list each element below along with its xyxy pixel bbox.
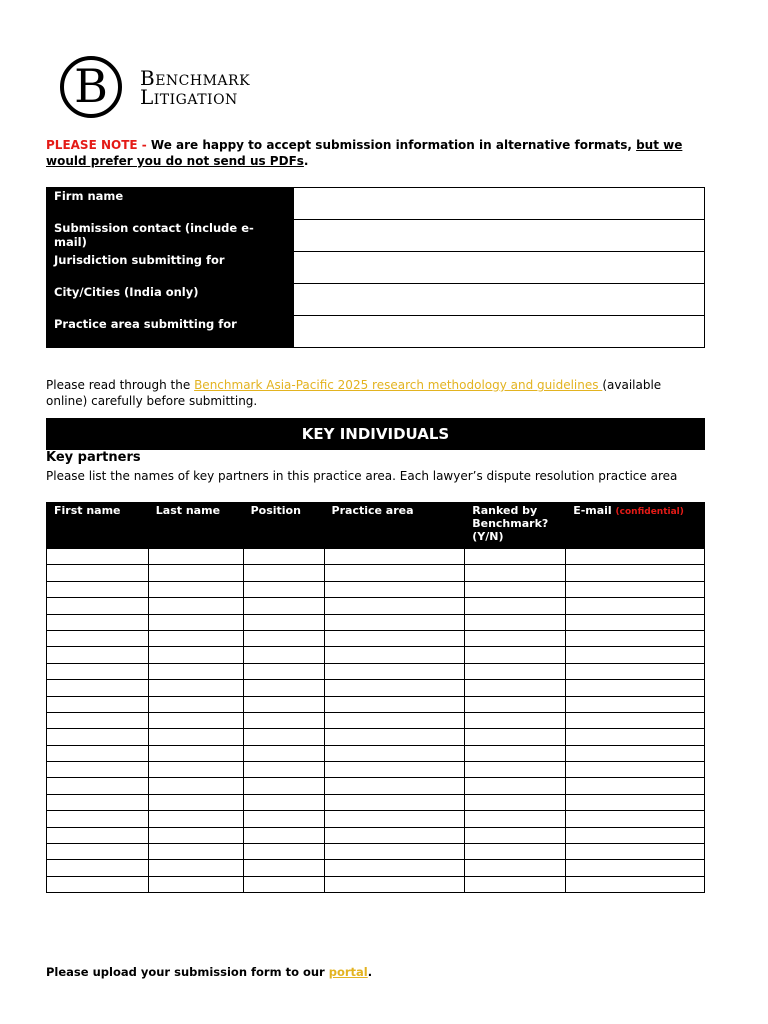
first-name-cell[interactable] (47, 663, 149, 679)
first-name-cell[interactable] (47, 712, 149, 728)
position-cell[interactable] (243, 844, 324, 860)
ranked-cell[interactable] (465, 663, 566, 679)
logo-wordmark (140, 66, 251, 109)
methodology-link[interactable]: Benchmark Asia-Pacific 2025 research methodology and guidelines (194, 378, 603, 392)
first-name-cell[interactable] (47, 860, 149, 876)
ranked-cell[interactable] (465, 860, 566, 876)
last-name-cell[interactable] (148, 745, 243, 761)
col-ranked: Ranked by Benchmark? (Y/N) (465, 503, 566, 549)
key-partners-title: Key partners (46, 450, 141, 465)
ranked-cell[interactable] (465, 712, 566, 728)
ranked-cell[interactable] (465, 729, 566, 745)
ranked-cell[interactable] (465, 581, 566, 597)
last-name-cell[interactable] (148, 876, 243, 892)
read-before: Please read through the (46, 378, 195, 392)
position-cell[interactable] (243, 581, 324, 597)
table-row (47, 663, 705, 679)
cities-field[interactable] (294, 284, 705, 316)
practice-area-cell[interactable] (324, 745, 465, 761)
practice-area-cell[interactable] (324, 614, 465, 630)
email-cell[interactable] (566, 581, 705, 597)
key-partners-description: Please list the names of key partners in this practice area. Each lawyer’s dispute resolution practice area (46, 469, 678, 483)
position-cell[interactable] (243, 549, 324, 565)
ranked-cell[interactable] (465, 598, 566, 614)
first-name-cell[interactable] (47, 598, 149, 614)
practice-area-label: Practice area submitting for (47, 316, 294, 348)
table-row (47, 729, 705, 745)
last-name-cell[interactable] (148, 598, 243, 614)
table-row (47, 712, 705, 728)
col-email-label: E-mail (573, 504, 612, 517)
firm-name-field[interactable] (294, 188, 705, 220)
jurisdiction-label: Jurisdiction submitting for (47, 252, 294, 284)
practice-area-cell[interactable] (324, 794, 465, 810)
col-practice-area: Practice area (324, 503, 465, 549)
position-cell[interactable] (243, 712, 324, 728)
email-cell[interactable] (566, 729, 705, 745)
table-row (47, 581, 705, 597)
last-name-cell[interactable] (148, 712, 243, 728)
last-name-cell[interactable] (148, 811, 243, 827)
first-name-cell[interactable] (47, 696, 149, 712)
position-cell[interactable] (243, 745, 324, 761)
last-name-cell[interactable] (148, 647, 243, 663)
position-cell[interactable] (243, 762, 324, 778)
key-individuals-banner: KEY INDIVIDUALS (46, 418, 705, 450)
last-name-cell[interactable] (148, 696, 243, 712)
practice-area-cell[interactable] (324, 680, 465, 696)
position-cell[interactable] (243, 811, 324, 827)
email-cell[interactable] (566, 712, 705, 728)
email-cell[interactable] (566, 614, 705, 630)
col-position: Position (243, 503, 324, 549)
practice-area-cell[interactable] (324, 549, 465, 565)
position-cell[interactable] (243, 598, 324, 614)
practice-area-cell[interactable] (324, 712, 465, 728)
email-cell[interactable] (566, 844, 705, 860)
last-name-cell[interactable] (148, 581, 243, 597)
submission-contact-label: Submission contact (include e-mail) (47, 220, 294, 252)
ranked-cell[interactable] (465, 778, 566, 794)
last-name-cell[interactable] (148, 614, 243, 630)
upload-text: Please upload your submission form to our (46, 965, 329, 979)
ranked-cell[interactable] (465, 680, 566, 696)
first-name-cell[interactable] (47, 844, 149, 860)
last-name-cell[interactable] (148, 794, 243, 810)
last-name-cell[interactable] (148, 860, 243, 876)
table-row (47, 794, 705, 810)
first-name-cell[interactable] (47, 827, 149, 843)
practice-area-cell[interactable] (324, 663, 465, 679)
ranked-cell[interactable] (465, 630, 566, 646)
last-name-cell[interactable] (148, 630, 243, 646)
first-name-cell[interactable] (47, 794, 149, 810)
firm-row (47, 284, 705, 316)
last-name-cell[interactable] (148, 762, 243, 778)
email-cell[interactable] (566, 647, 705, 663)
firm-row (47, 316, 705, 348)
email-cell[interactable] (566, 794, 705, 810)
methodology-instruction (46, 377, 706, 409)
email-cell[interactable] (566, 680, 705, 696)
practice-area-cell[interactable] (324, 729, 465, 745)
last-name-cell[interactable] (148, 827, 243, 843)
table-row (47, 844, 705, 860)
ranked-cell[interactable] (465, 647, 566, 663)
table-header-row (47, 503, 705, 549)
table-row (47, 762, 705, 778)
position-cell[interactable] (243, 663, 324, 679)
ranked-cell[interactable] (465, 794, 566, 810)
email-cell[interactable] (566, 811, 705, 827)
read-after: (available online) carefully before submitting. (46, 378, 662, 408)
practice-area-cell[interactable] (324, 696, 465, 712)
position-cell[interactable] (243, 860, 324, 876)
key-partners-table (46, 502, 705, 893)
firm-row (47, 188, 705, 220)
note-text: We are happy to accept submission information in alternative formats, (150, 138, 637, 152)
position-cell[interactable] (243, 614, 324, 630)
first-name-cell[interactable] (47, 876, 149, 892)
practice-area-cell[interactable] (324, 598, 465, 614)
note-prefix: PLEASE NOTE - (46, 138, 151, 152)
col-first-name: First name (47, 503, 149, 549)
ranked-cell[interactable] (465, 696, 566, 712)
first-name-cell[interactable] (47, 647, 149, 663)
ranked-cell[interactable] (465, 565, 566, 581)
col-last-name: Last name (148, 503, 243, 549)
benchmark-litigation-logo (60, 56, 340, 126)
email-cell[interactable] (566, 778, 705, 794)
logo-line-1: Benchmark (140, 66, 251, 90)
email-cell[interactable] (566, 663, 705, 679)
practice-area-cell[interactable] (324, 876, 465, 892)
ranked-cell[interactable] (465, 876, 566, 892)
table-row (47, 696, 705, 712)
logo-circle-icon (60, 56, 122, 118)
position-cell[interactable] (243, 680, 324, 696)
key-partners-rows (47, 549, 705, 893)
last-name-cell[interactable] (148, 565, 243, 581)
practice-area-cell[interactable] (324, 778, 465, 794)
note-end: . (303, 154, 309, 168)
table-row (47, 811, 705, 827)
position-cell[interactable] (243, 729, 324, 745)
first-name-cell[interactable] (47, 581, 149, 597)
please-note (46, 137, 726, 169)
ranked-cell[interactable] (465, 827, 566, 843)
table-row (47, 876, 705, 892)
practice-area-cell[interactable] (324, 827, 465, 843)
email-cell[interactable] (566, 598, 705, 614)
submission-contact-field[interactable] (294, 220, 705, 252)
practice-area-cell[interactable] (324, 581, 465, 597)
practice-area-cell[interactable] (324, 630, 465, 646)
ranked-cell[interactable] (465, 762, 566, 778)
first-name-cell[interactable] (47, 614, 149, 630)
table-row (47, 827, 705, 843)
email-cell[interactable] (566, 876, 705, 892)
last-name-cell[interactable] (148, 549, 243, 565)
email-cell[interactable] (566, 762, 705, 778)
portal-link[interactable]: portal (328, 965, 368, 979)
last-name-cell[interactable] (148, 729, 243, 745)
table-row (47, 614, 705, 630)
email-cell[interactable] (566, 565, 705, 581)
upload-end: . (367, 965, 373, 979)
last-name-cell[interactable] (148, 778, 243, 794)
last-name-cell[interactable] (148, 844, 243, 860)
practice-area-cell[interactable] (324, 647, 465, 663)
table-row (47, 860, 705, 876)
firm-name-label: Firm name (47, 188, 294, 220)
practice-area-cell[interactable] (324, 811, 465, 827)
email-cell[interactable] (566, 549, 705, 565)
table-row (47, 745, 705, 761)
position-cell[interactable] (243, 794, 324, 810)
firm-row (47, 252, 705, 284)
table-row (47, 565, 705, 581)
table-row (47, 630, 705, 646)
ranked-cell[interactable] (465, 844, 566, 860)
upload-instruction (46, 965, 372, 979)
firm-details-table (46, 187, 705, 348)
last-name-cell[interactable] (148, 680, 243, 696)
first-name-cell[interactable] (47, 680, 149, 696)
first-name-cell[interactable] (47, 745, 149, 761)
ranked-cell[interactable] (465, 614, 566, 630)
position-cell[interactable] (243, 876, 324, 892)
first-name-cell[interactable] (47, 549, 149, 565)
position-cell[interactable] (243, 827, 324, 843)
table-row (47, 598, 705, 614)
practice-area-cell[interactable] (324, 762, 465, 778)
email-cell[interactable] (566, 630, 705, 646)
note-underlined: but we would prefer you do not send us PDFs (46, 138, 683, 168)
col-email (566, 503, 705, 549)
ranked-cell[interactable] (465, 745, 566, 761)
email-cell[interactable] (566, 745, 705, 761)
first-name-cell[interactable] (47, 630, 149, 646)
table-row (47, 549, 705, 565)
practice-area-field[interactable] (294, 316, 705, 348)
first-name-cell[interactable] (47, 811, 149, 827)
first-name-cell[interactable] (47, 565, 149, 581)
practice-area-cell[interactable] (324, 860, 465, 876)
jurisdiction-field[interactable] (294, 252, 705, 284)
ranked-cell[interactable] (465, 549, 566, 565)
confidential-note: (confidential) (615, 507, 684, 517)
position-cell[interactable] (243, 630, 324, 646)
firm-row (47, 220, 705, 252)
position-cell[interactable] (243, 565, 324, 581)
email-cell[interactable] (566, 827, 705, 843)
table-row (47, 778, 705, 794)
ranked-cell[interactable] (465, 811, 566, 827)
practice-area-cell[interactable] (324, 565, 465, 581)
email-cell[interactable] (566, 860, 705, 876)
last-name-cell[interactable] (148, 663, 243, 679)
first-name-cell[interactable] (47, 778, 149, 794)
cities-label: City/Cities (India only) (47, 284, 294, 316)
position-cell[interactable] (243, 696, 324, 712)
table-row (47, 680, 705, 696)
email-cell[interactable] (566, 696, 705, 712)
position-cell[interactable] (243, 778, 324, 794)
position-cell[interactable] (243, 647, 324, 663)
logo-letter: B (74, 59, 108, 113)
logo-line-2: Litigation (140, 85, 238, 109)
first-name-cell[interactable] (47, 762, 149, 778)
first-name-cell[interactable] (47, 729, 149, 745)
table-row (47, 647, 705, 663)
practice-area-cell[interactable] (324, 844, 465, 860)
